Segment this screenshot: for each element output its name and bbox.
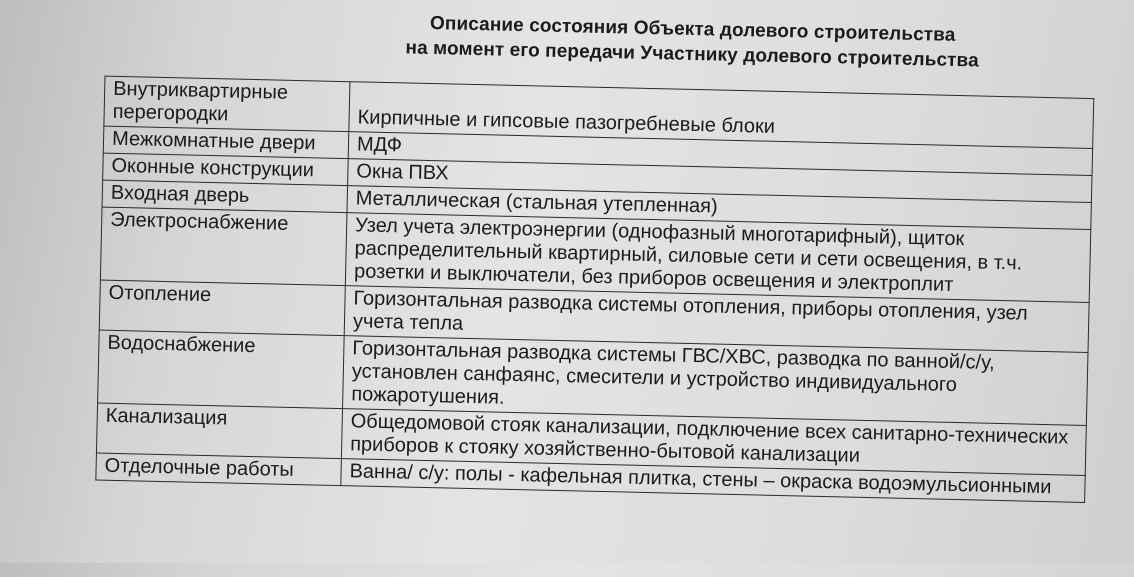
object-state-table: [95, 76, 1094, 503]
row-label: Водоснабжение: [98, 330, 345, 409]
row-value: Узел учета электроэнергии (однофазный многотарифный), щиток распределительный квартирный, силовые сети и сети освещения, в т.ч. розетки и выключатели, без приборов освещения и электроплит: [345, 213, 1090, 303]
row-label: Канализация: [96, 403, 342, 459]
row-value: Ванна/ с/у: полы - кафельная плитка, стены – окраска водоэмульсионными: [341, 459, 1085, 503]
row-label: Оконные конструкции: [103, 153, 349, 186]
row-value: Металлическая (стальная утепленная): [347, 186, 1091, 230]
row-label: Отделочные работы: [96, 453, 342, 486]
row-value: Кирпичные и гипсовые пазогребневые блоки: [349, 82, 1094, 149]
row-value: Окна ПВХ: [348, 159, 1092, 203]
row-value: Горизонтальная разводка системы ГВС/ХВС, разводка по ванной/с/у, установлен санфаянс, смесители и устройство индивидуального пожаротушения.: [343, 336, 1088, 426]
row-value: МДФ: [348, 132, 1092, 176]
row-value: Общедомовой стояк канализации, подключение всех санитарно-технических приборов к стояку хозяйственно-бытовой канализации: [341, 409, 1086, 476]
row-label: Входная дверь: [102, 180, 348, 213]
title-line-1: Описание состояния Объекта долевого строительства: [429, 12, 956, 46]
row-value: Горизонтальная разводка системы отопления, приборы отопления, узел учета тепла: [344, 286, 1089, 353]
row-label: Внутриквартирные перегородки: [104, 76, 350, 132]
row-label: Электроснабжение: [100, 207, 347, 286]
document-title: [5, 1, 1134, 77]
title-line-2: на момент его передачи Участнику долевого строительства: [405, 37, 979, 72]
row-label: Межкомнатные двери: [103, 126, 349, 159]
row-label: Отопление: [99, 280, 345, 336]
